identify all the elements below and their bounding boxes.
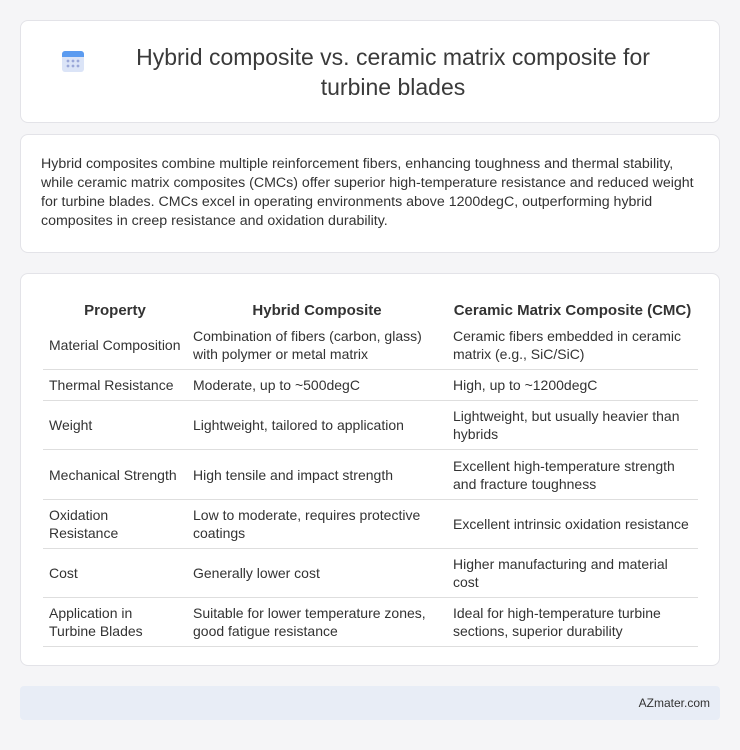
cell-property: Oxidation Resistance [43,500,187,549]
cell-cmc: High, up to ~1200degC [447,370,698,401]
cell-hybrid: Suitable for lower temperature zones, good fatigue resistance [187,598,447,647]
summary-text: Hybrid composites combine multiple reinforcement fibers, enhancing toughness and thermal stability, while ceramic matrix composites (CMCs) offer superior high-temperature resistance and reduced weight for turbine blades. CMCs excel in operating environments above 1200degC, outperforming hybrid composites in creep resistance and oxidation durability. [41,156,694,229]
header-property: Property [84,302,146,319]
summary-card [20,134,720,253]
cell-hybrid: Moderate, up to ~500degC [187,370,447,401]
footer-brand[interactable]: AZmater.com [638,696,710,710]
calendar-grid-icon [60,48,86,74]
comparison-table [43,294,698,647]
table-row [43,401,698,450]
cell-hybrid: Low to moderate, requires protective coatings [187,500,447,549]
cell-property: Weight [43,401,187,450]
cell-property: Cost [43,549,187,598]
cell-hybrid: Combination of fibers (carbon, glass) with polymer or metal matrix [187,321,447,370]
cell-cmc: Excellent high-temperature strength and fracture toughness [447,450,698,500]
table-header-row [43,294,698,321]
cell-cmc: Lightweight, but usually heavier than hybrids [447,401,698,450]
cell-property: Mechanical Strength [43,450,187,500]
table-row [43,549,698,598]
cell-property: Material Composition [43,321,187,370]
table-row [43,450,698,500]
page-title: Hybrid composite vs. ceramic matrix composite for turbine blades [136,43,650,100]
cell-hybrid: Lightweight, tailored to application [187,401,447,450]
header-cmc: Ceramic Matrix Composite (CMC) [453,302,692,319]
cell-property: Thermal Resistance [43,370,187,401]
table-row [43,598,698,647]
header-hybrid: Hybrid Composite [252,302,382,319]
footer-bar [20,686,720,720]
table-row [43,370,698,401]
cell-cmc: Excellent intrinsic oxidation resistance [447,500,698,549]
comparison-card [20,273,720,666]
title-card [20,20,720,123]
cell-cmc: Ceramic fibers embedded in ceramic matrix (e.g., SiC/SiC) [447,321,698,370]
cell-hybrid: Generally lower cost [187,549,447,598]
table-row [43,321,698,370]
cell-hybrid: High tensile and impact strength [187,450,447,500]
cell-cmc: Ideal for high-temperature turbine sections, superior durability [447,598,698,647]
cell-cmc: Higher manufacturing and material cost [447,549,698,598]
cell-property: Application in Turbine Blades [43,598,187,647]
table-row [43,500,698,549]
title-wrap [60,42,680,102]
